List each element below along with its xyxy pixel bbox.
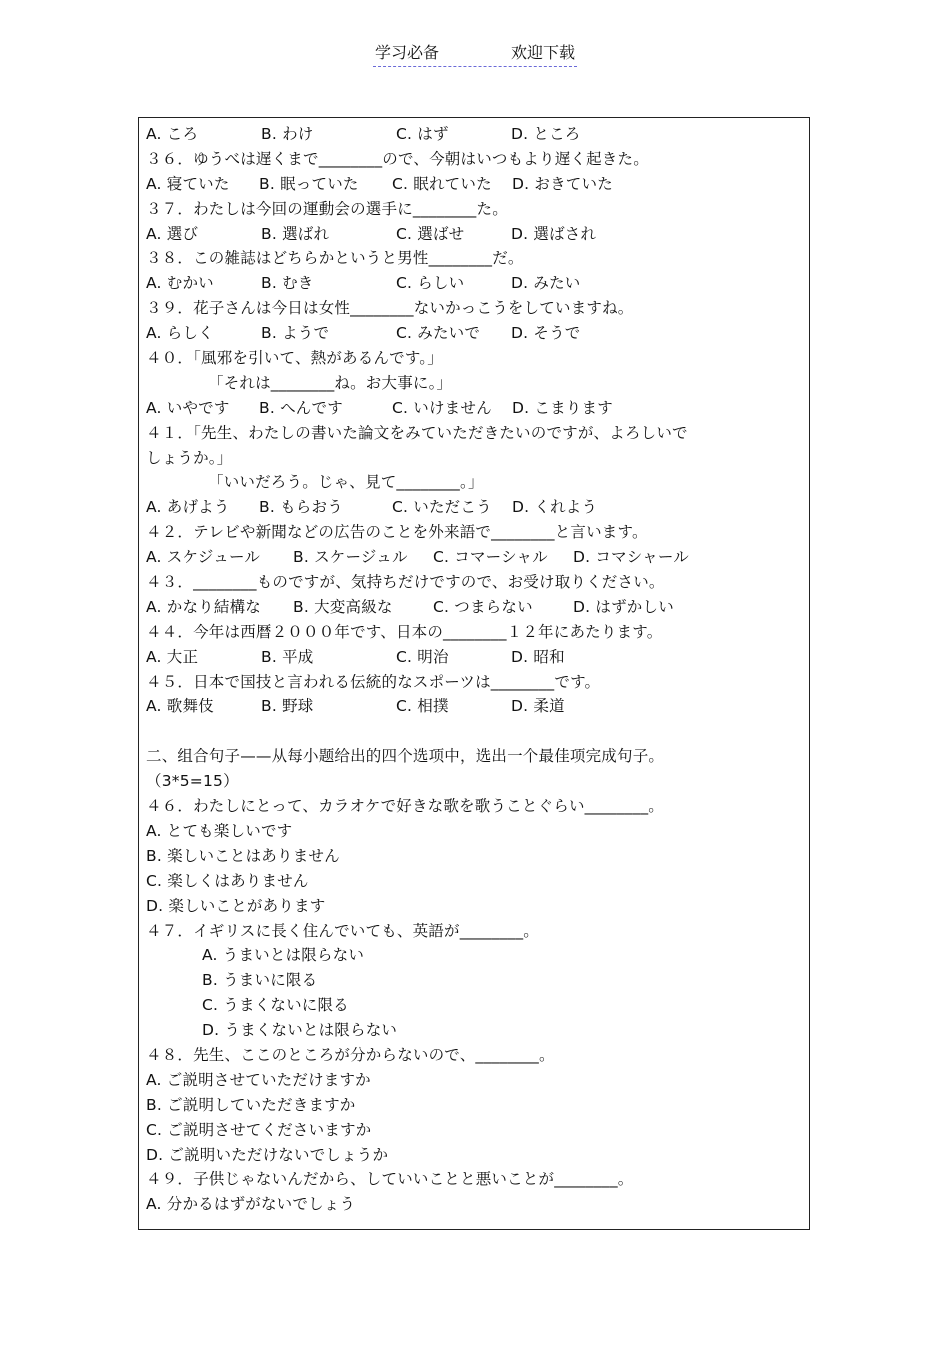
option-choice: B. 選ばれ	[261, 224, 330, 243]
option-choice: A. 選び	[146, 224, 199, 243]
text-line: C. うまくないに限る	[202, 996, 349, 1015]
option-choice: C. 眠れていた	[392, 174, 492, 193]
text-line: A. うまいとは限らない	[202, 946, 365, 965]
text-line: D. ご説明いただけないでしょうか	[146, 1145, 389, 1164]
option-row	[146, 396, 803, 421]
option-choice: B. 大変高級な	[293, 597, 393, 616]
text-line: ３７．わたしは今回の運動会の選手に________た。	[146, 199, 508, 218]
option-choice: B. むき	[261, 274, 314, 293]
option-choice: D. こまります	[512, 398, 613, 417]
option-choice: A. いやです	[146, 398, 230, 417]
text-line: ４３．________ものですが、気持ちだけですので、お受け取りください。	[146, 573, 665, 592]
option-choice: D. そうで	[511, 324, 581, 343]
option-choice: C. 相撲	[396, 697, 449, 716]
question-content	[146, 122, 803, 1217]
option-row	[146, 595, 803, 620]
text-line: B. うまいに限る	[202, 971, 318, 990]
option-choice: C. つまらない	[433, 597, 533, 616]
text-line: D. うまくないとは限らない	[202, 1021, 398, 1040]
text-line: ４０．「風邪を引いて、熱があるんです。」	[146, 349, 443, 368]
text-line: A. 分かるはずがないでしょう	[146, 1195, 356, 1214]
text-line: ３８．この雑誌はどちらかというと男性________だ。	[146, 249, 524, 268]
option-choice: B. わけ	[261, 125, 314, 143]
option-choice: A. かなり結構な	[146, 597, 261, 616]
option-choice: A. あげよう	[146, 498, 230, 517]
option-choice: D. 昭和	[511, 647, 565, 666]
text-line: B. 楽しいことはありません	[146, 846, 340, 865]
option-row	[146, 172, 803, 197]
text-line: A. とても楽しいです	[146, 821, 293, 840]
option-choice: C. 明治	[396, 647, 449, 666]
option-row	[146, 495, 803, 520]
option-choice: C. 選ばせ	[396, 224, 465, 243]
text-line: C. ご説明させてくださいますか	[146, 1120, 372, 1139]
option-choice: B. もらおう	[259, 498, 343, 517]
option-choice: B. ようで	[261, 324, 330, 343]
option-choice: A. スケジュール	[146, 548, 261, 567]
option-row	[146, 545, 803, 570]
option-row	[146, 694, 803, 719]
text-line: 「それは________ね。お大事に。」	[208, 373, 453, 392]
blank-line	[146, 719, 803, 744]
text-line: A. ご説明させていただけますか	[146, 1070, 371, 1089]
option-row	[146, 321, 803, 346]
option-choice: D. ところ	[511, 125, 581, 143]
option-row	[146, 122, 803, 147]
text-line: ４７．イギリスに長く住んでいても、英語が________。	[146, 921, 539, 940]
option-choice: B. スケージュル	[293, 548, 408, 567]
option-choice: C. はず	[396, 125, 449, 143]
option-choice: B. へんです	[259, 398, 343, 417]
option-row	[146, 645, 803, 670]
option-choice: D. はずかしい	[573, 597, 674, 616]
text-line: ４４．今年は西暦２０００年です、日本の________１２年にあたります。	[146, 622, 663, 641]
option-choice: D. 選ばされ	[511, 224, 597, 243]
option-choice: D. みたい	[511, 274, 581, 293]
text-line: C. 楽しくはありません	[146, 871, 309, 890]
option-choice: D. おきていた	[512, 174, 613, 193]
header-right-text: 欢迎下载	[511, 43, 576, 62]
option-choice: A. らしく	[146, 324, 214, 343]
text-line: ４９．子供じゃないんだから、していいことと悪いことが________。	[146, 1170, 634, 1189]
option-choice: C. いけません	[392, 398, 492, 417]
option-choice: A. ころ	[146, 125, 199, 143]
page-header	[0, 40, 950, 67]
header-left-text: 学习必备	[374, 43, 439, 62]
option-choice: A. むかい	[146, 274, 214, 293]
option-choice: C. みたいで	[396, 324, 481, 343]
text-line: ３６．ゆうべは遅くまで________ので、今朝はいつもより遅く起きた。	[146, 149, 649, 168]
option-row	[146, 271, 803, 296]
option-choice: A. 大正	[146, 647, 199, 666]
text-line: 二、组合句子——从每小题给出的四个选项中，选出一个最佳项完成句子。	[146, 747, 665, 766]
option-choice: A. 歌舞伎	[146, 697, 214, 716]
text-line: ４６．わたしにとって、カラオケで好きな歌を歌うことぐらい________。	[146, 797, 664, 816]
option-choice: C. らしい	[396, 274, 465, 293]
header-underline	[373, 40, 577, 67]
option-choice: C. いただこう	[392, 498, 492, 517]
option-choice: D. 柔道	[511, 697, 565, 716]
text-line: 「いいだろう。じゃ、見て________。」	[208, 473, 484, 492]
option-choice: B. 平成	[261, 647, 314, 666]
text-line: （3*5=15）	[146, 772, 239, 791]
option-choice: D. コマシャール	[573, 548, 689, 567]
text-line: ４１．「先生、わたしの書いた論文をみていただきたいのですが、よろしいで	[146, 423, 688, 442]
text-line: D. 楽しいことがあります	[146, 896, 326, 915]
option-choice: B. 野球	[261, 697, 314, 716]
option-choice: C. コマーシャル	[433, 548, 548, 567]
option-choice: D. くれよう	[512, 498, 598, 517]
text-line: ４５．日本で国技と言われる伝統的なスポーツは________です。	[146, 672, 601, 691]
text-line: しょうか。」	[146, 448, 233, 467]
option-row	[146, 222, 803, 247]
option-choice: B. 眠っていた	[259, 174, 359, 193]
text-line: ４８．先生、ここのところが分からないので、________。	[146, 1045, 555, 1064]
text-line: B. ご説明していただきますか	[146, 1095, 356, 1114]
question-frame	[138, 117, 810, 1230]
text-line: ４２．テレビや新聞などの広告のことを外来語で________と言います。	[146, 523, 648, 542]
option-choice: A. 寝ていた	[146, 174, 230, 193]
text-line: ３９．花子さんは今日は女性________ないかっこうをしていますね。	[146, 299, 634, 318]
